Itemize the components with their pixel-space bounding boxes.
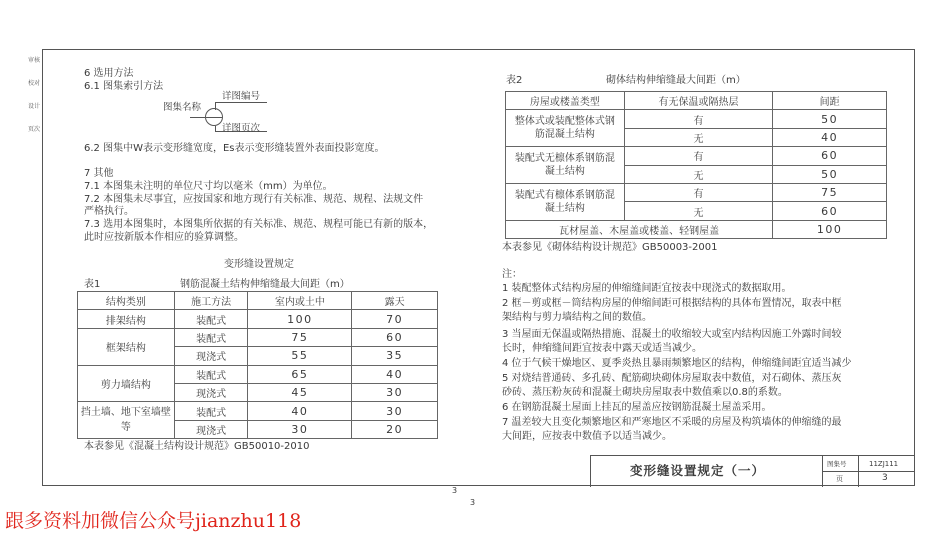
note-line: 7 温差较大且变化频繁地区和严寒地区不采暖的房屋及构筑墙体的伸缩缝的最 <box>502 417 842 428</box>
drawing-title: 变形缝设置规定（一） <box>630 463 766 478</box>
table-row <box>78 365 438 383</box>
binding-mark: 校对 <box>28 80 41 87</box>
table1-header-row <box>78 292 438 310</box>
table-cell: 65 <box>248 365 352 383</box>
table-cell: 有 <box>624 147 773 165</box>
note-line: 6 在钢筋混凝土屋面上挂瓦的屋盖应按钢筋混凝土屋盖采用。 <box>502 402 772 413</box>
notes-heading: 注： <box>502 269 522 280</box>
table-cell: 有 <box>624 110 773 128</box>
note-line: 3 当屋面无保温或隔热措施、混凝土的收缩较大或室内结构因施工外露时间较 <box>502 329 842 340</box>
table-row <box>506 183 887 201</box>
table1-label: 表1 <box>84 279 101 290</box>
table2-title: 砌体结构伸缩缝最大间距（m） <box>606 75 746 86</box>
atlas-no: 11ZJ111 <box>869 460 899 468</box>
table1 <box>77 291 438 439</box>
table-cell: 35 <box>352 347 438 365</box>
note-line: 架结构与剪力墙结构之间的数值。 <box>502 312 652 323</box>
watermark-text: 跟多资料加微信公众号jianzhu118 <box>5 510 302 532</box>
table-cell: 60 <box>352 328 438 346</box>
table2-header: 有无保温或隔热层 <box>624 92 773 110</box>
table1-note: 本表参见《混凝土结构设计规范》GB50010-2010 <box>84 441 310 452</box>
page-label: 页 <box>836 475 843 483</box>
table-cell: 45 <box>248 383 352 401</box>
note-line: 4 位于气候干燥地区、夏季炎热且暴雨频繁地区的结构，伸缩缝间距宜适当减少 <box>502 358 852 369</box>
table-row <box>506 220 887 238</box>
atlas-no-label: 图集号 <box>827 460 847 468</box>
binding-mark: 页次 <box>28 126 41 133</box>
section6-heading: 6 选用方法 <box>84 68 134 79</box>
section7-heading: 7 其他 <box>84 168 114 179</box>
table-cell: 有 <box>624 183 773 201</box>
table1-category: 挡土墙、地下室墙壁等 <box>78 402 175 439</box>
table-row <box>78 310 438 328</box>
index-circle-symbol <box>205 108 223 126</box>
table-cell: 30 <box>248 420 352 438</box>
section7-line: 严格执行。 <box>84 206 134 217</box>
table-cell: 30 <box>352 402 438 420</box>
index-top-label: 详图编号 <box>222 91 261 102</box>
table-cell: 装配式 <box>174 310 248 328</box>
table-cell: 无 <box>624 165 773 183</box>
note-line: 大间距，应按表中数值予以适当减少。 <box>502 431 672 442</box>
binding-mark: 审核 <box>28 57 41 64</box>
page-mark: 3 <box>470 498 476 507</box>
index-leader-left <box>190 117 205 118</box>
table-row <box>78 328 438 346</box>
page-number: 3 <box>882 473 888 483</box>
table-cell: 75 <box>773 183 887 201</box>
binding-mark: 设计 <box>28 103 41 110</box>
table-cell: 现浇式 <box>174 420 248 438</box>
page-mark: 3 <box>452 486 458 495</box>
section7-line: 7.2 本图集未尽事宜，应按国家和地方现行有关标准、规范、规程、法规文件 <box>84 194 424 205</box>
table-cell: 无 <box>624 202 773 220</box>
index-leader-top <box>215 102 267 103</box>
table2-label: 表2 <box>506 75 523 86</box>
table-row <box>506 110 887 128</box>
section6-sub2: 6.2 图集中W表示变形缝宽度，Es表示变形缝装置外表面投影宽度。 <box>84 143 385 154</box>
section7-line: 7.3 选用本图集时，本图集所依据的有关标准、规范、规程可能已有新的版本， <box>84 219 434 230</box>
table-row <box>506 147 887 165</box>
binding-strip <box>28 55 42 205</box>
table-cell: 无 <box>624 128 773 146</box>
table2-category: 装配式有檩体系钢筋混凝土结构 <box>506 183 625 220</box>
table-cell: 50 <box>773 165 887 183</box>
table2-header: 间距 <box>773 92 887 110</box>
table-cell: 装配式 <box>174 365 248 383</box>
table-cell: 现浇式 <box>174 347 248 365</box>
table-cell: 50 <box>773 110 887 128</box>
table-cell: 40 <box>773 128 887 146</box>
section7-line: 7.1 本图集未注明的单位尺寸均以毫米（mm）为单位。 <box>84 181 333 192</box>
table-cell: 40 <box>248 402 352 420</box>
table2-category: 装配式无檩体系钢筋混凝土结构 <box>506 147 625 184</box>
section7-line: 此时应按新版本作相应的验算调整。 <box>84 232 244 243</box>
table-cell: 60 <box>773 147 887 165</box>
table2 <box>505 91 887 239</box>
table1-category: 剪力墙结构 <box>78 365 175 402</box>
table2-last-category: 瓦材屋盖、木屋盖或楼盖、轻钢屋盖 <box>506 220 773 238</box>
index-bottom-label: 详图页次 <box>222 123 261 134</box>
note-line: 1 装配整体式结构房屋的伸缩缝间距宜按表中现浇式的数据取用。 <box>502 283 792 294</box>
table-cell: 60 <box>773 202 887 220</box>
table-cell: 100 <box>773 220 887 238</box>
table-cell: 100 <box>248 310 352 328</box>
table1-title: 钢筋混凝土结构伸缩缝最大间距（m） <box>180 279 350 290</box>
table2-note: 本表参见《砌体结构设计规范》GB50003-2001 <box>502 242 718 253</box>
table-cell: 装配式 <box>174 402 248 420</box>
section6-sub1: 6.1 图集索引方法 <box>84 81 164 92</box>
note-line: 2 框－剪或框－筒结构房屋的伸缩间距可根据结构的具体布置情况，取表中框 <box>502 298 842 309</box>
title-block <box>590 455 914 487</box>
index-left-label: 图集名称 <box>163 102 202 113</box>
table2-header: 房屋或楼盖类型 <box>506 92 625 110</box>
section-subtitle: 变形缝设置规定 <box>224 259 294 270</box>
note-line: 5 对烧结普通砖、多孔砖、配筋砌块砌体房屋取表中数值，对石砌体、蒸压灰 <box>502 373 842 384</box>
table-row <box>78 402 438 420</box>
table1-header: 结构类别 <box>78 292 175 310</box>
table1-header: 室内或土中 <box>248 292 352 310</box>
table-cell: 70 <box>352 310 438 328</box>
table-cell: 40 <box>352 365 438 383</box>
note-line: 长时，伸缩缝间距宜按表中露天或适当减少。 <box>502 343 702 354</box>
table1-category: 框架结构 <box>78 328 175 365</box>
table1-category: 排架结构 <box>78 310 175 328</box>
table-cell: 30 <box>352 383 438 401</box>
title-block-divider <box>822 471 914 472</box>
table1-header: 露天 <box>352 292 438 310</box>
table2-header-row <box>506 92 887 110</box>
table-cell: 20 <box>352 420 438 438</box>
table-cell: 装配式 <box>174 328 248 346</box>
table2-category: 整体式或装配整体式钢筋混凝土结构 <box>506 110 625 147</box>
table-cell: 55 <box>248 347 352 365</box>
table1-header: 施工方法 <box>174 292 248 310</box>
table-cell: 现浇式 <box>174 383 248 401</box>
table-cell: 75 <box>248 328 352 346</box>
note-line: 砂砖、蒸压粉灰砖和混凝土砌块房屋取表中数值乘以0.8的系数。 <box>502 387 788 398</box>
title-block-divider <box>590 456 591 487</box>
